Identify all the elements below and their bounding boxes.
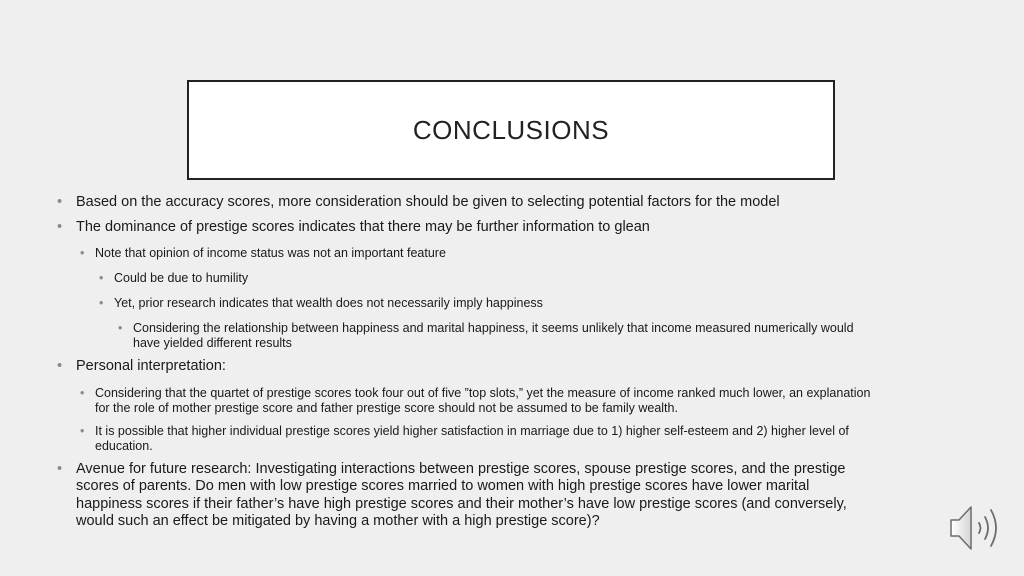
bullet-text: Personal interpretation:	[76, 358, 226, 374]
bullet-dot: •	[80, 424, 85, 438]
bullet-text: Considering the relationship between happiness and marital happiness, it seems unlikely that income measured numerically would have yielded different results	[133, 321, 854, 350]
bullet-text: The dominance of prestige scores indicates that there may be further information to glean	[76, 219, 650, 235]
bullet-dot: •	[99, 271, 104, 285]
bullet-text: It is possible that higher individual prestige scores yield higher satisfaction in marriage due to 1) higher self-esteem and 2) higher level of education.	[95, 424, 849, 453]
bullet-dot: •	[57, 219, 63, 235]
bullet-dot: •	[99, 296, 104, 310]
speaker-icon[interactable]	[947, 502, 1009, 554]
bullet-dot: •	[118, 321, 123, 335]
slide-title: CONCLUSIONS	[412, 114, 610, 145]
bullet-dot: •	[57, 461, 63, 477]
title-box	[187, 80, 835, 180]
bullet-dot: •	[80, 386, 85, 400]
bullet-dot: •	[57, 358, 63, 374]
bullet-dot: •	[57, 194, 63, 210]
bullet-text: Yet, prior research indicates that wealth does not necessarily imply happiness	[114, 296, 543, 310]
bullet-text: Based on the accuracy scores, more consideration should be given to selecting potential factors for the model	[76, 194, 780, 210]
bullet-dot: •	[80, 246, 85, 260]
bullet-text: Note that opinion of income status was not an important feature	[95, 246, 446, 260]
bullet-text: Considering that the quartet of prestige scores took four out of five ”top slots,” yet the measure of income ranked much lower, an explanation for the role of mother prestige score and father prestige score should not be assumed to be family wealth.	[95, 386, 871, 415]
bullet-text: Avenue for future research: Investigating interactions between prestige scores, spouse prestige scores, and the prestige scores of parents. Do men with low prestige scores married to women with high prestige scores have lower marital happiness scores if their father’s have high prestige scores and their mother’s have low prestige scores (and conversely, would such an effect be mitigated by having a mother with a high prestige score)?	[76, 461, 847, 530]
bullet-text: Could be due to humility	[114, 271, 249, 285]
